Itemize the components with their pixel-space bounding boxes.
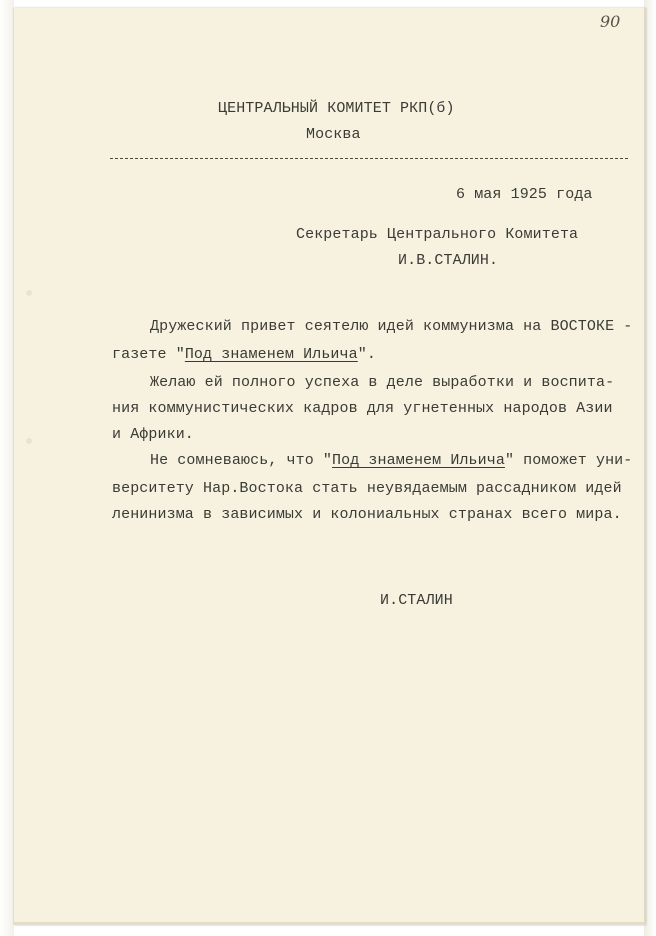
header-divider xyxy=(110,158,628,159)
sender-name: И.В.СТАЛИН. xyxy=(398,252,499,269)
body-line: и Африки. xyxy=(112,426,194,443)
body-line: ния коммунистических кадров для угнетенных народов Азии xyxy=(112,400,613,417)
body-line: Желаю ей полного успеха в деле выработки и воспита- xyxy=(150,374,615,391)
punch-mark xyxy=(26,290,32,296)
document-date: 6 мая 1925 года xyxy=(456,186,593,203)
header-org: ЦЕНТРАЛЬНЫЙ КОМИТЕТ РКП(б) xyxy=(218,100,455,117)
page-number: 90 xyxy=(600,12,621,31)
header-city: Москва xyxy=(306,126,361,143)
sender-title: Секретарь Центрального Комитета xyxy=(296,226,579,243)
body-line xyxy=(150,452,632,469)
text-fragment: ". xyxy=(357,346,376,363)
body-line: Дружеский привет сеятелю идей коммунизма на ВОСТОКЕ - xyxy=(150,318,633,335)
punch-mark xyxy=(26,438,32,444)
text-fragment: " поможет уни- xyxy=(504,452,633,469)
text-fragment: Не сомневаюсь, что " xyxy=(150,452,333,469)
newspaper-title-underlined: Под знаменем Ильича xyxy=(184,346,358,363)
scan-edge-left xyxy=(0,0,14,936)
newspaper-title-underlined: Под знаменем Ильича xyxy=(332,452,505,469)
body-line: верситету Нар.Востока стать неувядаемым рассадником идей xyxy=(112,480,622,497)
body-line xyxy=(112,346,376,363)
text-fragment: газете " xyxy=(112,346,185,363)
signature: И.СТАЛИН xyxy=(380,592,453,609)
body-line: ленинизма в зависимых и колониальных странах всего мира. xyxy=(112,506,622,523)
